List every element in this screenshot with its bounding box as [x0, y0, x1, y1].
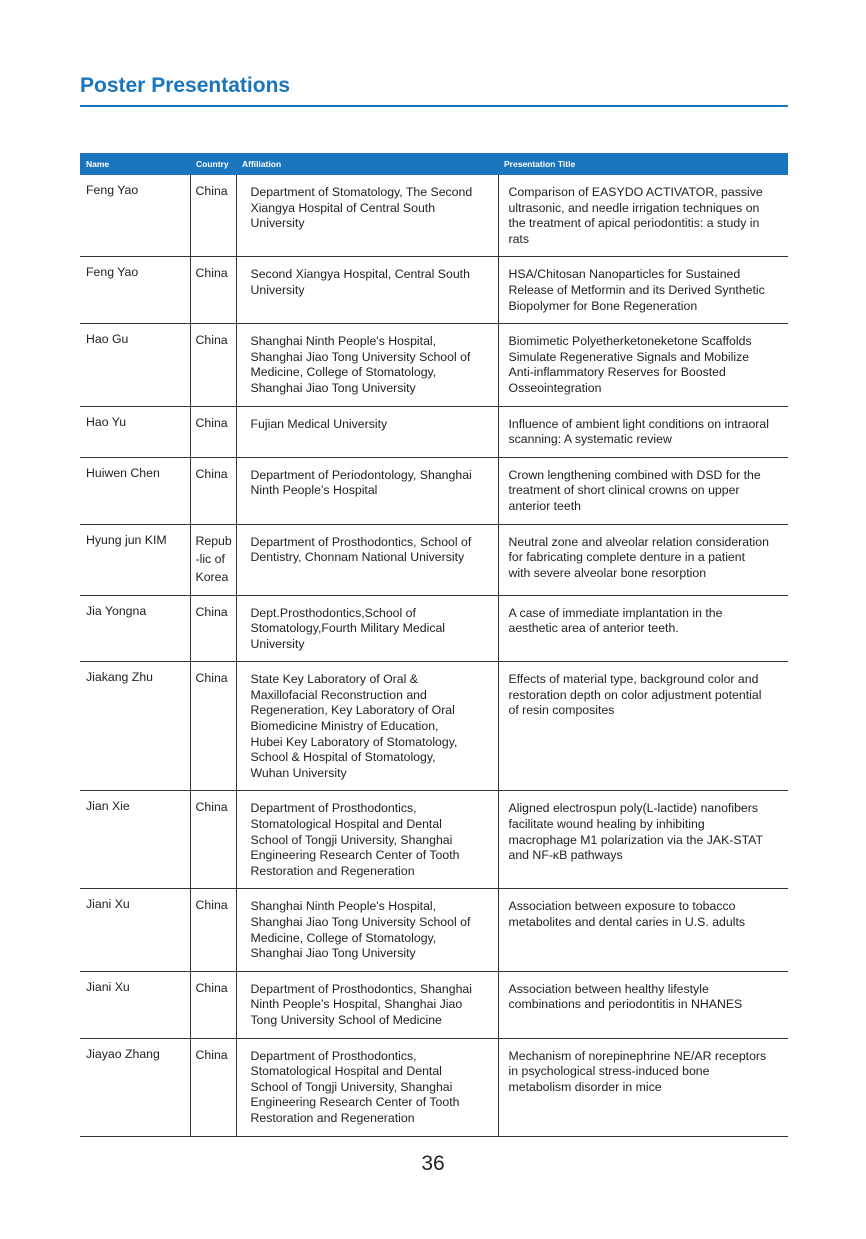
cell-affiliation: [236, 889, 498, 971]
cell-affiliation-line: Shanghai Jiao Tong University School of: [250, 349, 471, 364]
header-country: Country: [190, 153, 236, 175]
table-row: [80, 406, 788, 457]
cell-presentation-title: [498, 1038, 788, 1136]
cell-presentation-title-line: restoration depth on color adjustment potential: [508, 687, 762, 702]
cell-presentation-title-line: HSA/Chitosan Nanoparticles for Sustained: [508, 267, 741, 282]
header-name: Name: [80, 153, 190, 175]
table-row: [80, 524, 788, 595]
table-row: [80, 971, 788, 1038]
cell-affiliation-line: Department of Periodontology, Shanghai: [250, 467, 472, 482]
cell-country: China: [190, 406, 236, 457]
cell-affiliation: [236, 175, 498, 257]
header-presentation-title: Presentation Title: [498, 153, 788, 175]
cell-presentation-title-line: Biopolymer for Bone Regeneration: [508, 298, 698, 313]
cell-affiliation-line: School of Tongji University, Shanghai: [250, 832, 453, 847]
cell-affiliation-line: Regeneration, Key Laboratory of Oral: [250, 703, 455, 718]
cell-affiliation-line: School of Tongji University, Shanghai: [250, 1079, 453, 1094]
cell-affiliation: [236, 457, 498, 524]
cell-affiliation-line: Shanghai Ninth People's Hospital,: [250, 334, 437, 349]
cell-presentation-title-line: for fabricating complete denture in a patient: [508, 550, 746, 565]
cell-presentation-title-line: metabolites and dental caries in U.S. adults: [508, 915, 746, 929]
cell-affiliation-line: Dept.Prosthodontics,School of: [250, 605, 416, 620]
cell-affiliation-line: Restoration and Regeneration: [250, 863, 415, 878]
table-header-row: [80, 153, 788, 175]
cell-affiliation-line: Shanghai Jiao Tong University: [250, 380, 416, 395]
table-row: [80, 889, 788, 971]
cell-country-line: Repub: [195, 533, 232, 548]
cell-presentation-title-line: Mechanism of norepinephrine NE/AR receptors: [508, 1048, 767, 1063]
cell-name: Feng Yao: [80, 257, 190, 324]
cell-affiliation: [236, 406, 498, 457]
cell-presentation-title: [498, 406, 788, 457]
cell-affiliation-line: Second Xiangya Hospital, Central South: [250, 267, 470, 282]
cell-affiliation-line: Department of Stomatology, The Second: [250, 185, 473, 199]
cell-presentation-title-line: the treatment of apical periodontitis: a study in: [508, 216, 760, 231]
cell-affiliation-line: Hubei Key Laboratory of Stomatology,: [250, 734, 458, 749]
header-affiliation: Affiliation: [236, 153, 498, 175]
cell-country-line: -lic of: [195, 551, 225, 566]
cell-country: China: [190, 457, 236, 524]
cell-affiliation-line: Stomatology,Fourth Military Medical: [250, 621, 446, 636]
cell-name: Jian Xie: [80, 791, 190, 889]
cell-affiliation-line: State Key Laboratory of Oral &: [250, 672, 418, 687]
cell-presentation-title-line: Neutral zone and alveolar relation consideration: [508, 534, 769, 549]
cell-country: China: [190, 662, 236, 791]
cell-presentation-title-line: facilitate wound healing by inhibiting: [508, 817, 705, 832]
cell-affiliation-line: Shanghai Ninth People's Hospital,: [250, 899, 437, 914]
cell-affiliation: [236, 595, 498, 662]
cell-affiliation-line: Maxillofacial Reconstruction and: [250, 687, 427, 702]
cell-affiliation-line: Medicine, College of Stomatology,: [250, 930, 437, 945]
cell-affiliation: [236, 1038, 498, 1136]
cell-presentation-title-line: Crown lengthening combined with DSD for the: [508, 467, 761, 482]
cell-presentation-title: [498, 257, 788, 324]
cell-affiliation-line: Shanghai Jiao Tong University School of: [250, 915, 471, 929]
cell-presentation-title-line: of resin composites: [508, 703, 615, 718]
cell-name: Huiwen Chen: [80, 457, 190, 524]
cell-presentation-title-line: rats: [508, 231, 529, 246]
cell-presentation-title-line: Comparison of EASYDO ACTIVATOR, passive: [508, 185, 763, 199]
cell-affiliation-line: Department of Prosthodontics,: [250, 801, 417, 816]
cell-affiliation-line: University: [250, 282, 305, 297]
cell-affiliation-line: Xiangya Hospital of Central South: [250, 200, 436, 215]
cell-country: [190, 524, 236, 595]
cell-presentation-title-line: Osseointegration: [508, 380, 602, 395]
table-row: [80, 457, 788, 524]
table-row: [80, 1038, 788, 1136]
cell-affiliation-line: Stomatological Hospital and Dental: [250, 1064, 442, 1079]
cell-affiliation-line: Wuhan University: [250, 765, 347, 780]
cell-affiliation-line: Biomedicine Ministry of Education,: [250, 719, 439, 734]
cell-country: China: [190, 1038, 236, 1136]
table-body: [80, 175, 788, 1136]
cell-affiliation: [236, 324, 498, 406]
cell-presentation-title-line: anterior teeth: [508, 498, 581, 513]
cell-affiliation-line: Medicine, College of Stomatology,: [250, 365, 437, 380]
cell-presentation-title-line: Association between exposure to tobacco: [508, 899, 736, 914]
cell-presentation-title-line: Aligned electrospun poly(L-lactide) nanofibers: [508, 801, 758, 816]
table-row: [80, 257, 788, 324]
cell-name: Jiani Xu: [80, 971, 190, 1038]
cell-affiliation: [236, 971, 498, 1038]
cell-affiliation-line: Restoration and Regeneration: [250, 1110, 415, 1125]
cell-affiliation: [236, 662, 498, 791]
cell-country: China: [190, 257, 236, 324]
cell-affiliation-line: University: [250, 636, 305, 651]
cell-presentation-title: [498, 175, 788, 257]
cell-country: China: [190, 971, 236, 1038]
cell-presentation-title-line: with severe alveolar bone resorption: [508, 565, 707, 580]
cell-presentation-title-line: in psychological stress-induced bone: [508, 1064, 710, 1079]
cell-country: China: [190, 791, 236, 889]
table-row: [80, 791, 788, 889]
cell-name: Hyung jun KIM: [80, 524, 190, 595]
cell-presentation-title-line: Simulate Regenerative Signals and Mobilize: [508, 349, 750, 364]
cell-presentation-title: [498, 324, 788, 406]
cell-presentation-title-line: treatment of short clinical crowns on upper: [508, 483, 740, 498]
cell-country: China: [190, 595, 236, 662]
cell-affiliation: [236, 524, 498, 595]
cell-affiliation-line: Engineering Research Center of Tooth: [250, 848, 460, 863]
cell-affiliation-line: Ninth People’s Hospital, Shanghai Jiao: [250, 997, 463, 1012]
table-row: [80, 175, 788, 257]
cell-presentation-title-line: combinations and periodontitis in NHANES: [508, 997, 743, 1012]
cell-name: Hao Yu: [80, 406, 190, 457]
cell-presentation-title-line: ultrasonic, and needle irrigation techniques on: [508, 200, 760, 215]
table-row: [80, 595, 788, 662]
cell-presentation-title-line: Release of Metformin and its Derived Synthetic: [508, 282, 765, 297]
cell-name: Jiayao Zhang: [80, 1038, 190, 1136]
title-divider: [80, 105, 788, 107]
cell-name: Jiakang Zhu: [80, 662, 190, 791]
cell-name: Hao Gu: [80, 324, 190, 406]
cell-affiliation-line: Department of Prosthodontics, School of: [250, 534, 472, 549]
cell-affiliation-line: Department of Prosthodontics,: [250, 1048, 417, 1063]
cell-name: Jia Yongna: [80, 595, 190, 662]
cell-presentation-title-line: Effects of material type, background color and: [508, 672, 759, 687]
cell-presentation-title-line: macrophage M1 polarization via the JAK-STAT: [508, 832, 763, 847]
cell-country: China: [190, 889, 236, 971]
cell-name: Jiani Xu: [80, 889, 190, 971]
cell-affiliation-line: Department of Prosthodontics, Shanghai: [250, 981, 472, 996]
page-number: 36: [421, 1152, 445, 1175]
cell-presentation-title-line: Influence of ambient light conditions on intraoral: [508, 416, 769, 431]
cell-presentation-title-line: A case of immediate implantation in the: [508, 605, 723, 620]
cell-country: China: [190, 324, 236, 406]
cell-affiliation-line: School & Hospital of Stomatology,: [250, 750, 436, 765]
cell-affiliation-line: Shanghai Jiao Tong University: [250, 946, 416, 961]
poster-table: [80, 153, 788, 1137]
cell-affiliation-line: Fujian Medical University: [250, 416, 388, 431]
cell-presentation-title-line: aesthetic area of anterior teeth.: [508, 621, 679, 636]
cell-presentation-title: [498, 524, 788, 595]
table-row: [80, 662, 788, 791]
cell-presentation-title-line: and NF-κB pathways: [508, 848, 623, 863]
cell-presentation-title: [498, 791, 788, 889]
cell-name: Feng Yao: [80, 175, 190, 257]
cell-presentation-title-line: metabolism disorder in mice: [508, 1079, 662, 1094]
cell-affiliation-line: Dentistry, Chonnam National University: [250, 550, 465, 565]
cell-presentation-title: [498, 662, 788, 791]
cell-affiliation-line: University: [250, 216, 305, 231]
cell-presentation-title: [498, 971, 788, 1038]
cell-affiliation-line: Ninth People’s Hospital: [250, 483, 378, 498]
cell-country: China: [190, 175, 236, 257]
cell-presentation-title-line: Anti-inflammatory Reserves for Boosted: [508, 365, 726, 380]
cell-presentation-title-line: Biomimetic Polyetherketoneketone Scaffolds: [508, 334, 752, 349]
cell-affiliation-line: Stomatological Hospital and Dental: [250, 817, 442, 832]
cell-presentation-title-line: scanning: A systematic review: [508, 432, 672, 447]
cell-presentation-title: [498, 889, 788, 971]
cell-presentation-title-line: Association between healthy lifestyle: [508, 981, 709, 996]
cell-affiliation: [236, 257, 498, 324]
cell-presentation-title: [498, 457, 788, 524]
cell-country-line: Korea: [195, 569, 229, 584]
table-row: [80, 324, 788, 406]
cell-affiliation-line: Engineering Research Center of Tooth: [250, 1095, 460, 1110]
page-title: Poster Presentations: [80, 74, 291, 97]
cell-affiliation-line: Tong University School of Medicine: [250, 1012, 442, 1027]
cell-presentation-title: [498, 595, 788, 662]
cell-affiliation: [236, 791, 498, 889]
